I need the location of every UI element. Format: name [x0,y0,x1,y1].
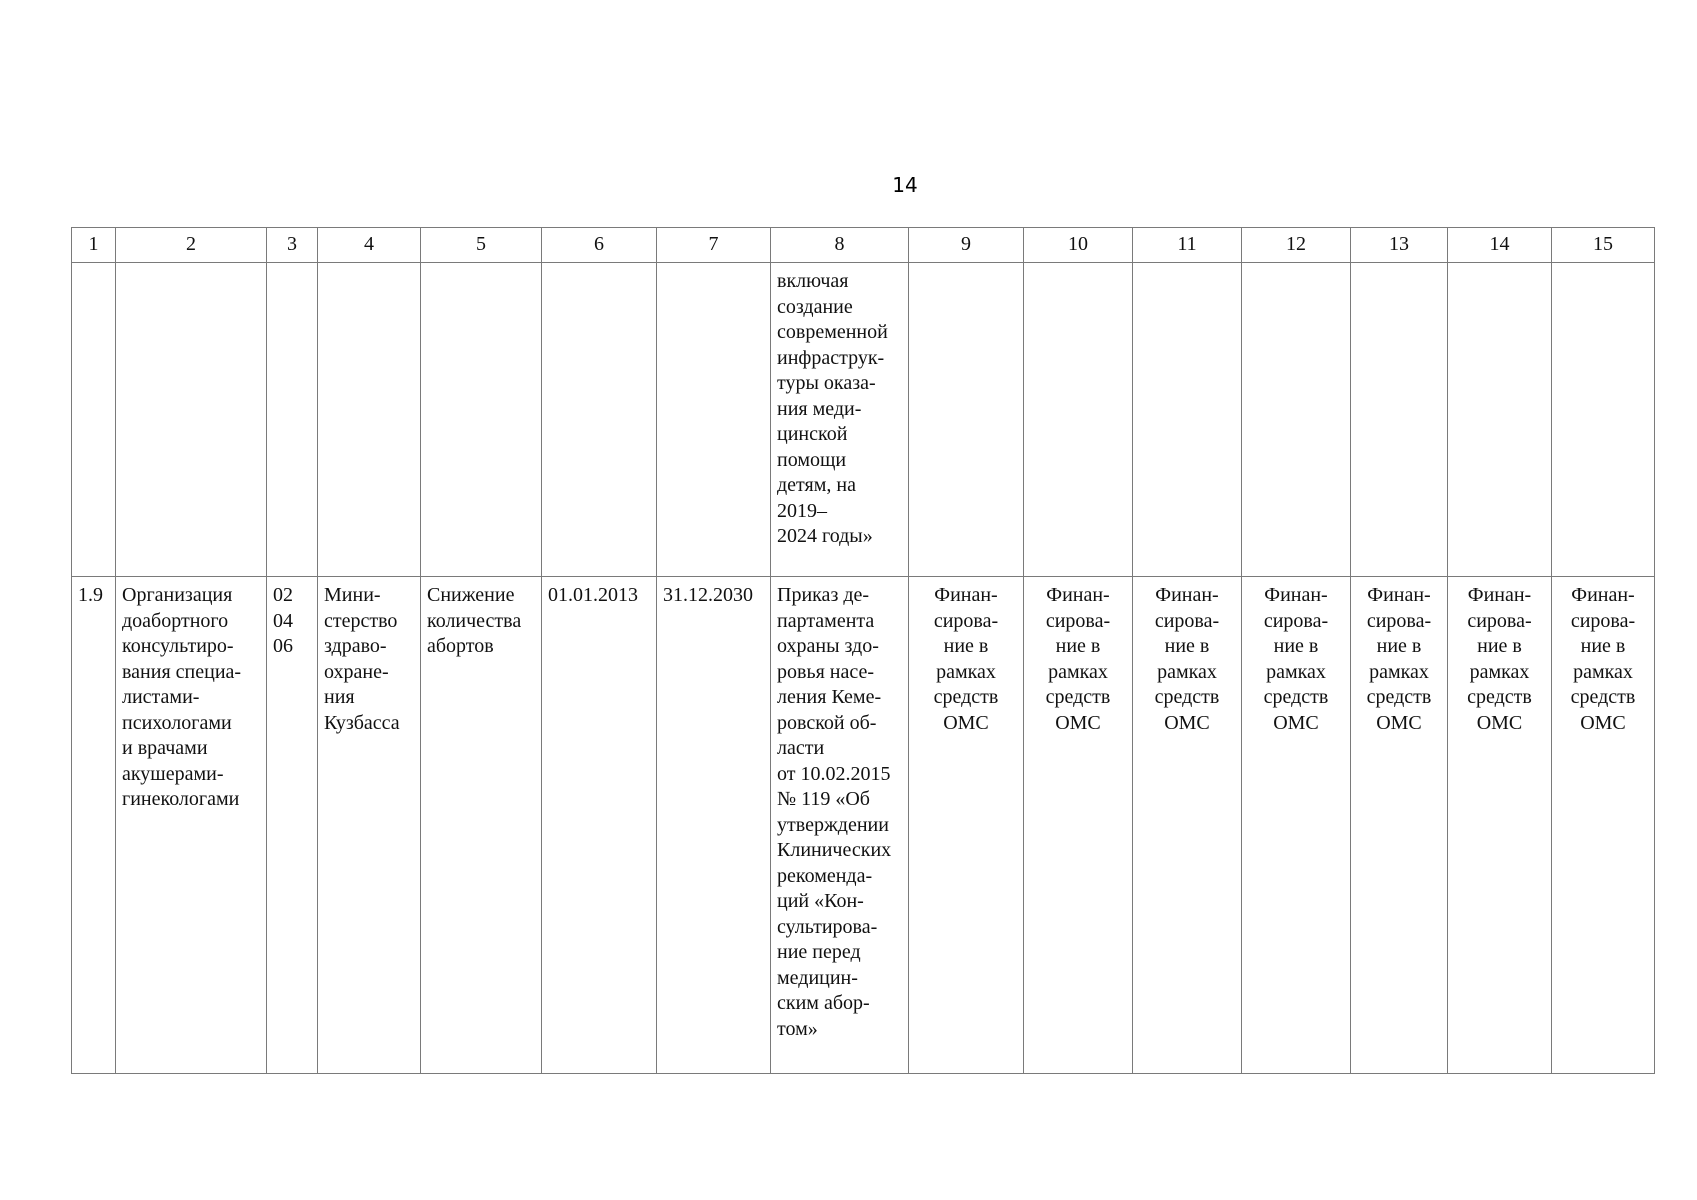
table-cell [542,263,657,577]
table-cell [1351,263,1448,577]
measure-name: Организация доабортного консультиро- вания специа- листами- психологами и врачами акушерами- гинекологами [116,577,267,1074]
table-cell [1448,263,1552,577]
header-col-2: 2 [116,228,267,263]
continuation-document-text: включая создание современной инфраструк- туры оказа- ния меди- цинской помощи детям, на 2019– 2024 годы» [771,263,909,577]
measure-code: 02 04 06 [267,577,318,1074]
table-cell [657,263,771,577]
legal-document: Приказ де- партамента охраны здо- ровья насе- ления Кеме- ровской об- ласти от 10.02.2015 № 119 «Об утверждении Клинических рекоменда- ций «Кон- сультирова- ние перед медицин- ским абор- том» [771,577,909,1074]
header-col-4: 4 [318,228,421,263]
measures-table [71,227,1655,1074]
financing-col-12: Финан- сирова- ние в рамках средств ОМС [1242,577,1351,1074]
table-cell [267,263,318,577]
financing-col-15: Финан- сирова- ние в рамках средств ОМС [1552,577,1655,1074]
header-col-7: 7 [657,228,771,263]
expected-result: Снижение количества абортов [421,577,542,1074]
table-cell [421,263,542,577]
financing-col-10: Финан- сирова- ние в рамках средств ОМС [1024,577,1133,1074]
header-col-8: 8 [771,228,909,263]
executor: Мини- стерство здраво- охране- ния Кузбасса [318,577,421,1074]
header-col-6: 6 [542,228,657,263]
financing-col-9: Финан- сирова- ние в рамках средств ОМС [909,577,1024,1074]
table-cell [116,263,267,577]
header-col-12: 12 [1242,228,1351,263]
header-col-15: 15 [1552,228,1655,263]
table-cell [1242,263,1351,577]
header-col-13: 13 [1351,228,1448,263]
header-col-11: 11 [1133,228,1242,263]
table-cell [72,263,116,577]
header-row [72,228,1655,263]
end-date: 31.12.2030 [657,577,771,1074]
financing-col-14: Финан- сирова- ние в рамках средств ОМС [1448,577,1552,1074]
table-row-1-9 [72,577,1655,1074]
financing-col-11: Финан- сирова- ние в рамках средств ОМС [1133,577,1242,1074]
row-number: 1.9 [72,577,116,1074]
header-col-9: 9 [909,228,1024,263]
table-row-continuation [72,263,1655,577]
header-col-1: 1 [72,228,116,263]
financing-col-13: Финан- сирова- ние в рамках средств ОМС [1351,577,1448,1074]
header-col-14: 14 [1448,228,1552,263]
header-col-3: 3 [267,228,318,263]
table-cell [1133,263,1242,577]
page-number: 14 [892,173,918,197]
header-col-5: 5 [421,228,542,263]
table-cell [1552,263,1655,577]
header-col-10: 10 [1024,228,1133,263]
table-cell [318,263,421,577]
table-cell [909,263,1024,577]
table-cell [1024,263,1133,577]
start-date: 01.01.2013 [542,577,657,1074]
